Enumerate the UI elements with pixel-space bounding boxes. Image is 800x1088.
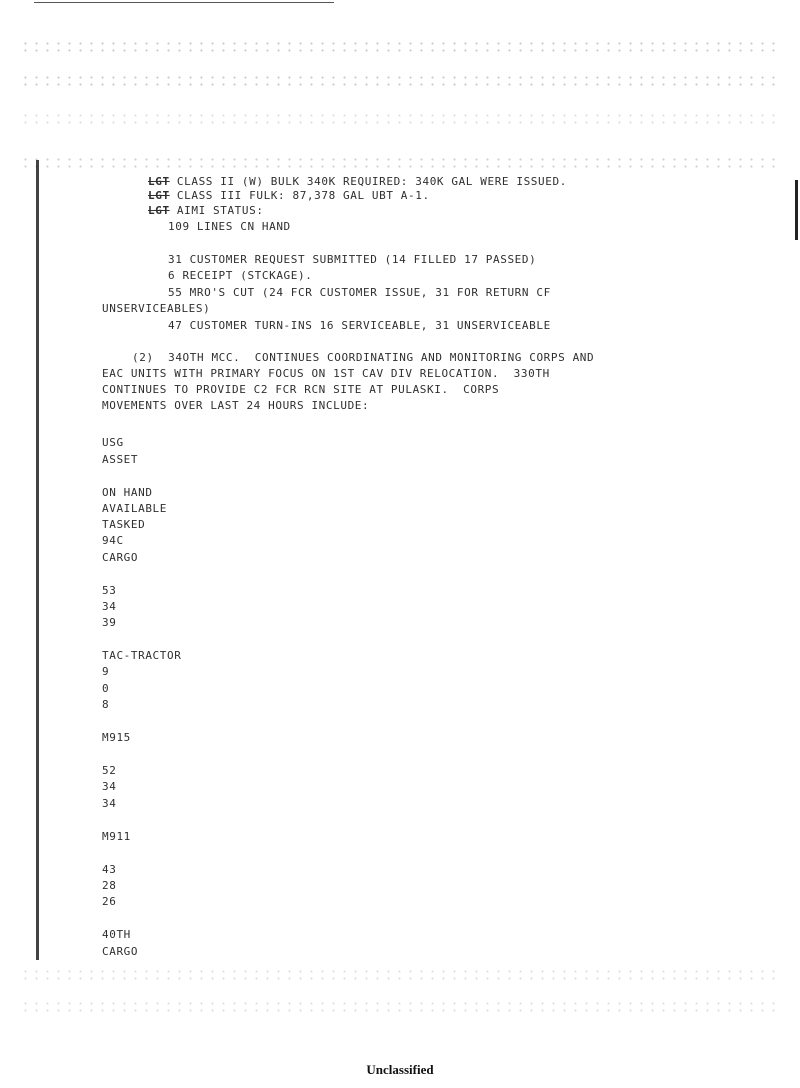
- line-text: MOVEMENTS OVER LAST 24 HOURS INCLUDE:: [102, 399, 370, 412]
- document-line: [102, 303, 210, 315]
- document-line: [102, 946, 138, 958]
- document-line: [102, 585, 116, 597]
- line-text: UNSERVICEABLES): [102, 302, 211, 315]
- document-line: [148, 205, 264, 217]
- line-text: 26: [102, 895, 117, 908]
- scan-noise-band: [20, 156, 780, 170]
- line-text: M915: [102, 731, 131, 744]
- document-line: [102, 650, 181, 662]
- scan-noise-band: [20, 74, 780, 88]
- document-line: [168, 320, 551, 332]
- document-line: [102, 601, 116, 613]
- line-text: AVAILABLE: [102, 502, 168, 515]
- line-text: 31 CUSTOMER REQUEST SUBMITTED (14 FILLED 17 PASSED): [168, 253, 537, 266]
- classification-footer: Unclassified: [366, 1062, 434, 1077]
- document-line: [102, 535, 124, 547]
- document-line: [102, 552, 138, 564]
- line-text: 6 RECEIPT (STCKAGE).: [168, 269, 313, 282]
- line-text: CLASS III FULK: 87,378 GAL UBT A-1.: [176, 189, 430, 202]
- line-text: TAC-TRACTOR: [102, 649, 182, 662]
- line-text: 34: [102, 780, 117, 793]
- line-text: 94C: [102, 534, 124, 547]
- line-text: CARGO: [102, 945, 139, 958]
- line-text: ASSET: [102, 453, 139, 466]
- document-line: [102, 437, 124, 449]
- document-line: [102, 765, 116, 777]
- line-text: (2) 34OTH MCC. CONTINUES COORDINATING AND MONITORING CORPS AND: [132, 351, 595, 364]
- document-line: [102, 683, 109, 695]
- document-line: [168, 287, 551, 299]
- document-line: [102, 487, 153, 499]
- line-text: 39: [102, 616, 117, 629]
- document-line: [102, 368, 550, 380]
- line-text: 8: [102, 698, 110, 711]
- scan-noise-band: [20, 968, 780, 982]
- document-line: [102, 666, 109, 678]
- document-line: [102, 617, 116, 629]
- strike-mark: LGT: [148, 189, 170, 202]
- line-text: AIMI STATUS:: [176, 204, 264, 217]
- left-margin-bar: [36, 160, 39, 960]
- line-text: 109 LINES CN HAND: [168, 220, 291, 233]
- scan-noise-band: [20, 40, 780, 54]
- line-text: 9: [102, 665, 110, 678]
- document-line: [168, 270, 312, 282]
- line-text: 0: [102, 682, 110, 695]
- strike-mark: LGT: [148, 204, 170, 217]
- document-line: [102, 896, 116, 908]
- document-line: [102, 400, 369, 412]
- line-text: 52: [102, 764, 117, 777]
- document-line: [102, 864, 116, 876]
- line-text: ON HAND: [102, 486, 153, 499]
- document-line: [102, 699, 109, 711]
- document-line: [102, 880, 116, 892]
- line-text: USG: [102, 436, 124, 449]
- document-line: [168, 221, 291, 233]
- line-text: CONTINUES TO PROVIDE C2 FCR RCN SITE AT PULASKI. CORPS: [102, 383, 500, 396]
- line-text: M911: [102, 830, 131, 843]
- strike-mark: LGT: [148, 175, 170, 188]
- line-text: CLASS II (W) BULK 340K REQUIRED: 340K GAL WERE ISSUED.: [176, 175, 567, 188]
- document-line: [102, 831, 131, 843]
- scan-noise-band: [20, 112, 780, 126]
- document-line: [102, 503, 167, 515]
- document-line: [102, 732, 131, 744]
- document-line: [102, 929, 131, 941]
- line-text: 34: [102, 797, 117, 810]
- scan-noise-band: [20, 1000, 780, 1014]
- line-text: EAC UNITS WITH PRIMARY FOCUS ON 1ST CAV DIV RELOCATION. 330TH: [102, 367, 550, 380]
- document-line: [148, 190, 430, 202]
- document-line: [102, 798, 116, 810]
- document-line: [102, 519, 145, 531]
- document-line: [102, 781, 116, 793]
- right-margin-bar: [795, 180, 798, 240]
- document-line: [132, 352, 594, 364]
- document-line: [102, 454, 138, 466]
- top-rule: [34, 2, 334, 3]
- line-text: 28: [102, 879, 117, 892]
- document-line: [148, 176, 567, 188]
- line-text: 43: [102, 863, 117, 876]
- line-text: 55 MRO'S CUT (24 FCR CUSTOMER ISSUE, 31 FOR RETURN CF: [168, 286, 551, 299]
- line-text: TASKED: [102, 518, 146, 531]
- line-text: CARGO: [102, 551, 139, 564]
- line-text: 47 CUSTOMER TURN-INS 16 SERVICEABLE, 31 UNSERVICEABLE: [168, 319, 551, 332]
- line-text: 34: [102, 600, 117, 613]
- document-line: [102, 384, 499, 396]
- line-text: 53: [102, 584, 117, 597]
- document-line: [168, 254, 536, 266]
- line-text: 40TH: [102, 928, 131, 941]
